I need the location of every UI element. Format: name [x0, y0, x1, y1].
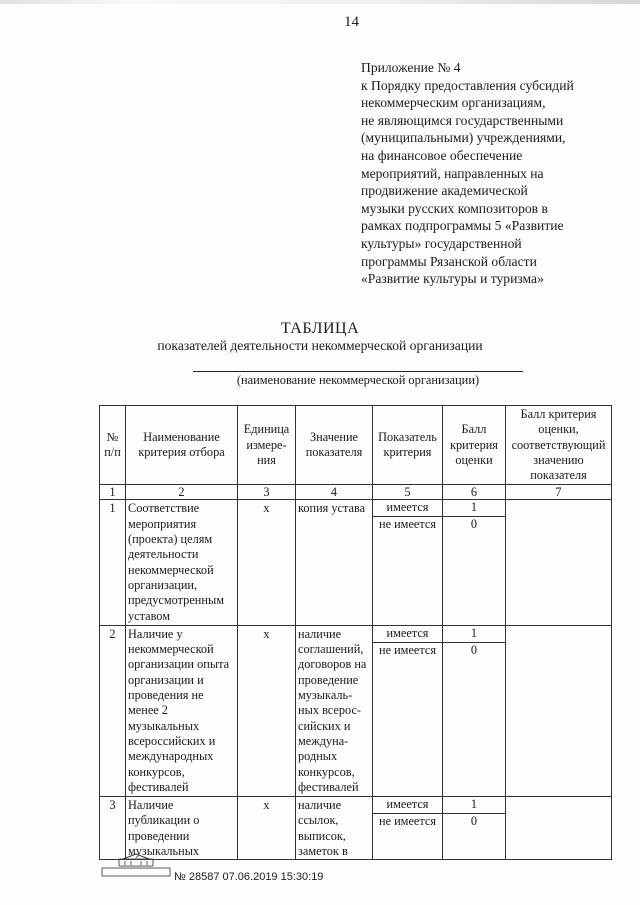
scan-edge — [0, 0, 640, 4]
unit-cell: х — [238, 500, 296, 625]
appendix-line: мероприятий, направленных на — [361, 165, 544, 181]
column-number: 3 — [238, 485, 296, 500]
unit-cell: х — [238, 797, 296, 860]
column-number: 6 — [443, 485, 506, 500]
value-cell: наличие ссылок, выписок, заметок в — [296, 797, 373, 860]
unit-cell: х — [238, 625, 296, 796]
result-cell — [506, 500, 612, 625]
header-cell: Показатель критерия — [373, 406, 443, 485]
header-cell: Единица измере-ния — [238, 406, 296, 485]
table-title: ТАБЛИЦА — [280, 320, 360, 337]
result-cell — [506, 625, 612, 796]
row-number: 2 — [100, 625, 126, 796]
appendix-line: программы Рязанской области — [361, 253, 537, 269]
criterion-name: Соответствие мероприятия (проекта) целям деятельности некоммерческой организации, предусмотренным уставом — [126, 500, 238, 625]
header-cell: Балл критерия оценки, соответствующий значению показателя — [506, 406, 612, 485]
criterion-name: Наличие публикации о проведении музыкальных — [126, 797, 238, 860]
score-cell — [443, 500, 506, 625]
score-cell — [443, 797, 506, 860]
criteria-table — [99, 405, 612, 860]
header-cell: Наименование критерия отбора — [126, 406, 238, 485]
value-cell: копия устава — [296, 500, 373, 625]
indicator-option: не имеется — [378, 517, 437, 532]
header-cell: № п/п — [100, 406, 126, 485]
appendix-line: Приложение № 4 — [361, 60, 461, 75]
indicator-option: имеется — [373, 797, 442, 814]
table-row — [100, 625, 612, 796]
row-number: 1 — [100, 500, 126, 625]
appendix-line: продвижение академической — [361, 183, 528, 199]
registration-mark: № 28587 07.06.2019 15:30:19 — [174, 871, 324, 883]
score-option: 1 — [443, 797, 505, 814]
row-number: 3 — [100, 797, 126, 860]
column-number: 2 — [126, 485, 238, 500]
indicator-option: имеется — [373, 626, 442, 643]
score-option: 0 — [470, 814, 478, 829]
appendix-header — [361, 59, 631, 288]
indicator-cell — [373, 625, 443, 796]
score-option: 0 — [470, 642, 478, 657]
electronic-document-stamp-icon — [101, 853, 171, 877]
column-number: 1 — [100, 485, 126, 500]
column-number: 5 — [373, 485, 443, 500]
table-subtitle: показателей деятельности некоммерческой организации — [157, 338, 483, 353]
table-row — [100, 797, 612, 860]
org-name-caption: (наименование некоммерческой организации) — [236, 373, 480, 387]
score-option: 1 — [443, 500, 505, 517]
page-number: 14 — [344, 14, 359, 30]
score-option: 1 — [443, 626, 505, 643]
appendix-line: (муниципальными) учреждениями, — [361, 130, 566, 146]
score-cell — [443, 625, 506, 796]
header-cell: Балл критерия оценки — [443, 406, 506, 485]
appendix-line: на финансовое обеспечение — [361, 147, 523, 163]
indicator-option: не имеется — [378, 642, 437, 657]
indicator-option: не имеется — [378, 814, 437, 829]
table-row — [100, 500, 612, 625]
org-name-line — [193, 371, 523, 372]
column-number: 4 — [296, 485, 373, 500]
result-cell — [506, 797, 612, 860]
column-number-row — [100, 485, 612, 500]
indicator-cell — [373, 797, 443, 860]
indicator-option: имеется — [373, 500, 442, 517]
appendix-line: не являющимся государственными — [361, 112, 564, 128]
appendix-line: рамках подпрограммы 5 «Развитие — [361, 218, 564, 234]
appendix-line: культуры» государственной — [361, 235, 522, 251]
table-header-row — [100, 406, 612, 485]
score-option: 0 — [470, 517, 478, 532]
criterion-name: Наличие у некоммерческой организации опыта организации и проведения не менее 2 музыкальных всероссийских и международных конкурсов, фестивалей — [126, 625, 238, 796]
appendix-line: «Развитие культуры и туризма» — [361, 271, 544, 287]
indicator-cell — [373, 500, 443, 625]
column-number: 7 — [506, 485, 612, 500]
appendix-line: некоммерческим организациям, — [361, 95, 546, 111]
appendix-line: музыки русских композиторов в — [361, 200, 548, 216]
value-cell: наличие соглашений, договоров на проведение музыкаль-ных всерос-сийских и междуна-родных конкурсов, фестивалей — [296, 625, 373, 796]
appendix-line: к Порядку предоставления субсидий — [361, 77, 574, 93]
header-cell: Значение показателя — [296, 406, 373, 485]
